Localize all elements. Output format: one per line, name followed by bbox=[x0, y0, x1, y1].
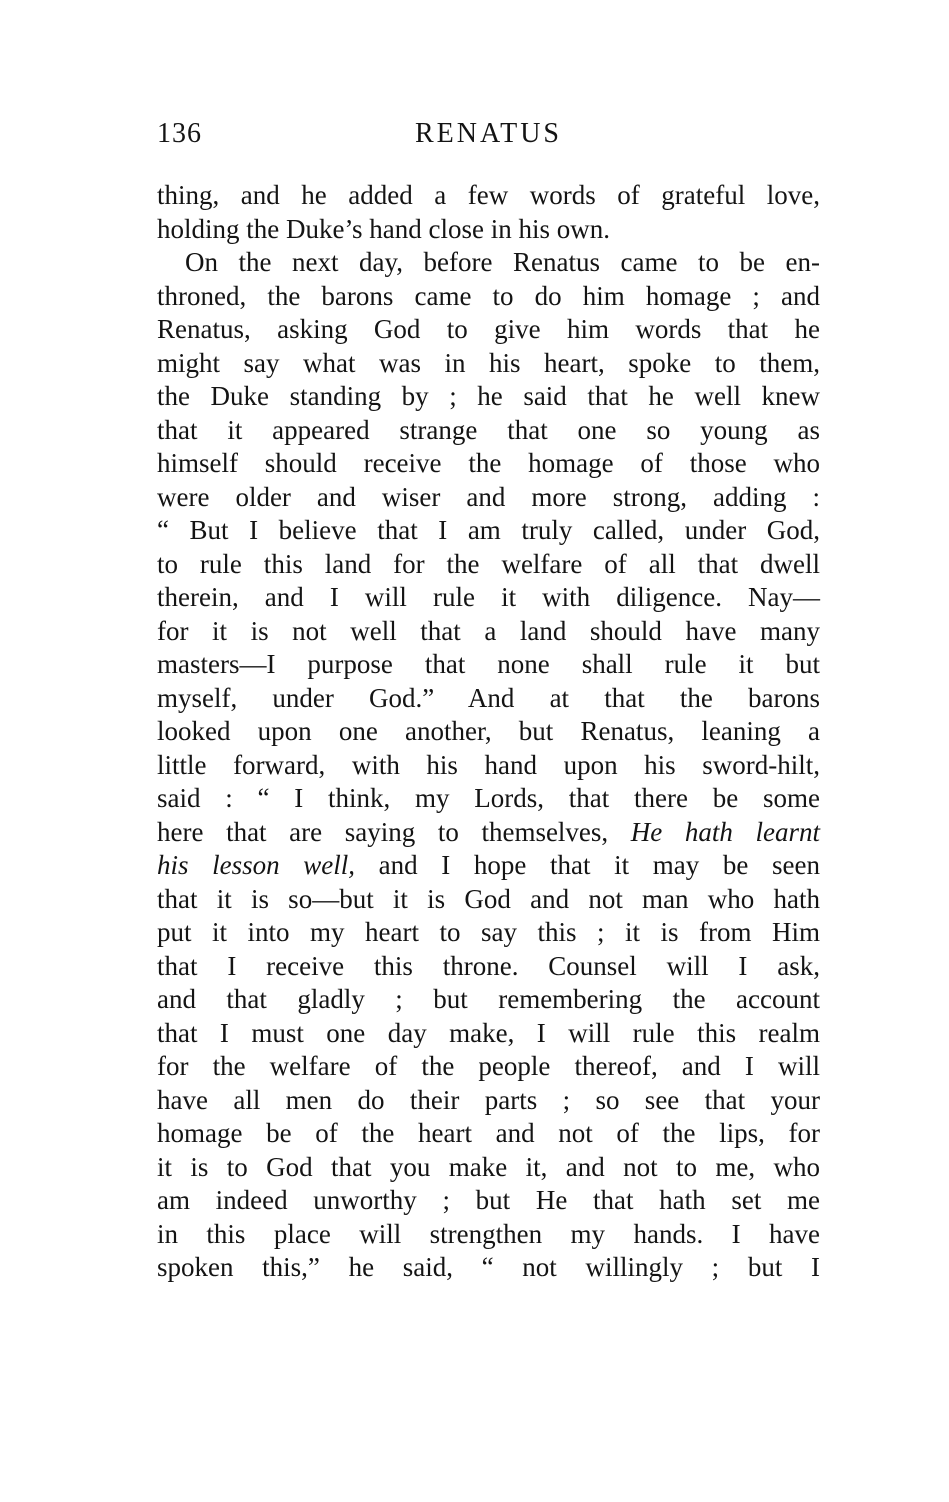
text-segment: spoken this,” he said, “ not willingly ; but I bbox=[157, 1252, 820, 1282]
text-segment: here that are saying to themselves, bbox=[157, 816, 631, 847]
text-line bbox=[157, 548, 820, 582]
text-line bbox=[157, 1251, 820, 1285]
text-line bbox=[157, 749, 820, 783]
text-line bbox=[157, 1017, 820, 1051]
text-segment: might say what was in his heart, spoke to them, bbox=[157, 347, 820, 378]
italic-text-segment: He hath learnt bbox=[630, 816, 820, 847]
running-header-title: RENATUS bbox=[414, 118, 562, 149]
text-segment: to rule this land for the welfare of all that dwell bbox=[157, 548, 820, 579]
text-segment: for the welfare of the people thereof, and I will bbox=[157, 1051, 820, 1081]
text-line bbox=[157, 213, 820, 247]
text-segment: in this place will strengthen my hands. I have bbox=[157, 1218, 820, 1249]
text-line bbox=[157, 1117, 820, 1151]
page-number: 136 bbox=[157, 118, 202, 149]
running-head bbox=[157, 118, 820, 154]
text-line bbox=[157, 447, 820, 481]
text-line bbox=[157, 682, 820, 716]
text-segment: masters—I purpose that none shall rule it but bbox=[157, 649, 820, 679]
text-segment: for it is not well that a land should have many bbox=[157, 615, 820, 646]
text-line bbox=[157, 1050, 820, 1084]
body-text bbox=[157, 179, 820, 1285]
text-segment: therein, and I will rule it with diligence. Nay— bbox=[157, 582, 820, 612]
text-line bbox=[157, 1218, 820, 1252]
text-segment: and I hope that it may be seen bbox=[355, 850, 820, 880]
text-segment: throned, the barons came to do him homage ; and bbox=[157, 280, 820, 311]
text-segment: the Duke standing by ; he said that he well knew bbox=[157, 381, 820, 411]
text-line bbox=[157, 280, 820, 314]
text-segment: holding the Duke’s hand close in his own. bbox=[157, 213, 610, 244]
text-line bbox=[157, 816, 820, 850]
text-line bbox=[157, 1151, 820, 1185]
text-segment: himself should receive the homage of those who bbox=[157, 448, 820, 478]
text-line bbox=[157, 313, 820, 347]
text-segment: that I must one day make, I will rule this realm bbox=[157, 1017, 820, 1048]
text-line bbox=[157, 916, 820, 950]
text-segment: Renatus, asking God to give him words that he bbox=[157, 314, 820, 344]
text-segment: have all men do their parts ; so see that your bbox=[157, 1084, 820, 1115]
text-segment: put it into my heart to say this ; it is from Him bbox=[157, 917, 820, 947]
text-segment: On the next day, before Renatus came to be en- bbox=[185, 247, 820, 277]
text-line bbox=[157, 983, 820, 1017]
text-line bbox=[157, 782, 820, 816]
text-line bbox=[157, 1084, 820, 1118]
text-line bbox=[157, 347, 820, 381]
text-line bbox=[157, 1184, 820, 1218]
text-line bbox=[157, 514, 820, 548]
text-line bbox=[157, 179, 820, 213]
text-segment: thing, and he added a few words of grateful love, bbox=[157, 180, 820, 210]
text-segment: homage be of the heart and not of the lips, for bbox=[157, 1118, 820, 1148]
text-line bbox=[157, 414, 820, 448]
text-segment: am indeed unworthy ; but He that hath set me bbox=[157, 1185, 820, 1215]
text-line bbox=[157, 481, 820, 515]
text-line bbox=[157, 648, 820, 682]
text-segment: that it appeared strange that one so young as bbox=[157, 414, 820, 445]
text-line bbox=[157, 950, 820, 984]
text-segment: said : “ I think, my Lords, that there be some bbox=[157, 783, 820, 813]
text-segment: that it is so—but it is God and not man who hath bbox=[157, 883, 820, 914]
italic-text-segment: his lesson well, bbox=[157, 850, 356, 880]
text-line bbox=[157, 883, 820, 917]
text-segment: myself, under God.” And at that the barons bbox=[157, 682, 820, 713]
text-line bbox=[157, 246, 820, 280]
text-line bbox=[157, 849, 820, 883]
text-line bbox=[157, 615, 820, 649]
text-line bbox=[157, 715, 820, 749]
text-line bbox=[157, 380, 820, 414]
text-segment: and that gladly ; but remembering the account bbox=[157, 984, 820, 1014]
text-segment: “ But I believe that I am truly called, under God, bbox=[157, 515, 820, 545]
text-segment: were older and wiser and more strong, adding : bbox=[157, 481, 820, 512]
text-segment: little forward, with his hand upon his sword-hilt, bbox=[157, 749, 820, 780]
text-segment: it is to God that you make it, and not to me, who bbox=[157, 1151, 820, 1182]
text-line bbox=[157, 581, 820, 615]
text-segment: looked upon one another, but Renatus, leaning a bbox=[157, 716, 820, 746]
text-segment: that I receive this throne. Counsel will I ask, bbox=[157, 950, 820, 981]
